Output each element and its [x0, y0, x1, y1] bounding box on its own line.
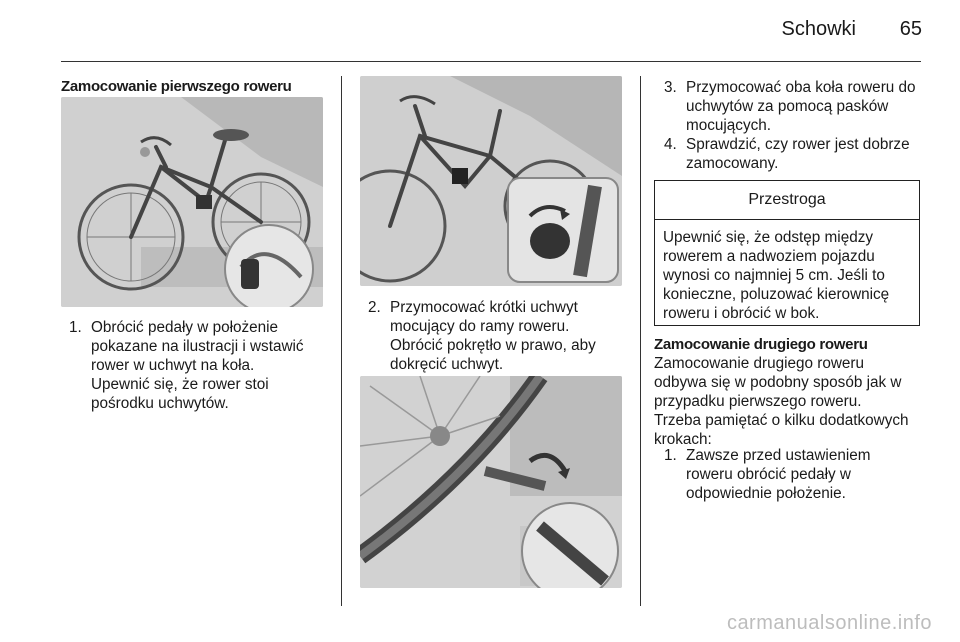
second-bike-step-1 [664, 446, 934, 506]
frame-holder-illustration [360, 76, 622, 286]
step-1 [69, 318, 339, 378]
page-number: 65 [899, 18, 922, 40]
step-4-text: Sprawdzić, czy rower jest dobrze zamocowany. [686, 136, 910, 172]
second-bike-paragraph: Zamocowanie drugiego roweru odbywa się w podobny sposób jak w przypadku pierwszego roweru. Trzeba pamiętać o kilku dodatkowych krokach: [654, 355, 909, 448]
step-1-note: Upewnić się, że rower stoi pośrodku uchwytów. [91, 376, 269, 412]
section-heading-second-bike: Zamocowanie drugiego roweru [654, 336, 868, 353]
column-divider-1 [341, 76, 342, 606]
step-2-text: Przymocować krótki uchwyt mocujący do ramy roweru. Obrócić pokrętło w prawo, aby dokręcić uchwyt. [390, 299, 596, 373]
bike-on-carrier-illustration [61, 97, 323, 307]
column-divider-2 [640, 76, 641, 606]
step-3 [664, 78, 934, 138]
second-bike-step-1-number: 1. [664, 447, 677, 464]
step-1-number: 1. [69, 319, 82, 336]
step-4-number: 4. [664, 136, 677, 153]
footer-watermark: carmanualsonline.info [726, 612, 932, 634]
step-1-text: Obrócić pedały w położenie pokazane na ilustracji i wstawić rower w uchwyt na koła. [91, 319, 304, 374]
step-2-number: 2. [368, 299, 381, 316]
second-bike-step-1-text: Zawsze przed ustawieniem roweru obrócić pedały w odpowiednie położenie. [686, 447, 871, 502]
step-4 [664, 135, 934, 175]
section-heading-first-bike: Zamocowanie pierwszego roweru [61, 78, 292, 95]
header-rule [61, 61, 921, 62]
step-2 [368, 298, 638, 378]
caution-box [654, 180, 920, 326]
step-3-text: Przymocować oba koła roweru do uchwytów za pomocą pasków mocujących. [686, 79, 916, 134]
wheel-strap-illustration [360, 376, 622, 588]
caution-title: Przestroga [655, 181, 919, 220]
caution-text: Upewnić się, że odstęp między rowerem a nadwoziem pojazdu wynosi co najmniej 5 cm. Jeśli to konieczne, poluzować kierownicę roweru i obrócić w bok. [663, 229, 890, 322]
step-3-number: 3. [664, 79, 677, 96]
page-header-title: Schowki [781, 18, 856, 40]
